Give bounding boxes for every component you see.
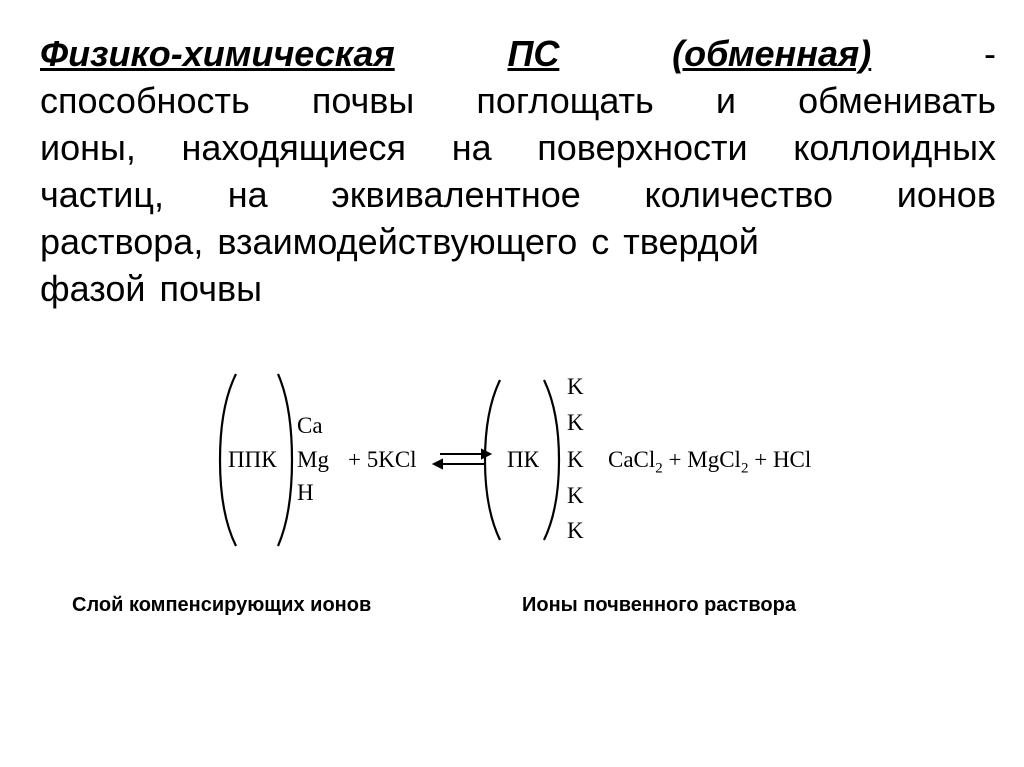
word: эквивалентное: [331, 174, 581, 215]
definition-line-2: [40, 124, 996, 171]
word: находящиеся: [181, 127, 407, 168]
heading-qualifier: (обменная): [672, 33, 872, 74]
heading-abbr: ПС: [507, 33, 560, 74]
definition-line-3: [40, 171, 996, 218]
word: почвы: [311, 80, 415, 121]
word: с: [591, 221, 610, 262]
word: раствора,: [40, 221, 204, 262]
equilibrium-arrows-icon: [434, 450, 490, 468]
plus-sign: +: [748, 447, 773, 472]
subscript: 2: [655, 460, 663, 477]
ion-k: K: [567, 483, 584, 508]
ion-ca: Ca: [297, 413, 323, 438]
word: твердой: [623, 221, 759, 262]
word: поглощать: [476, 80, 654, 121]
right-bracket-close: [544, 380, 559, 540]
heading-term: Физико-химическая: [40, 33, 395, 74]
word: поверхности: [537, 127, 748, 168]
word: ионы,: [40, 127, 136, 168]
word: и: [715, 80, 737, 121]
ion-k: K: [567, 374, 584, 399]
ion-exchange-equation: [210, 366, 870, 556]
definition-line-4: [40, 218, 996, 265]
definition-line-1: [40, 77, 996, 124]
subscript: 2: [740, 460, 749, 477]
word: обменивать: [798, 80, 996, 121]
heading-line: [40, 30, 996, 77]
product-mgcl2: MgCl: [687, 447, 741, 472]
word: частиц,: [40, 174, 164, 215]
reaction-products: [608, 447, 811, 482]
word: способность: [40, 80, 250, 121]
plus-sign: +: [662, 447, 688, 472]
reagent-kcl: + 5KCl: [348, 447, 417, 472]
ion-k: K: [567, 447, 584, 472]
word: почвы: [159, 268, 262, 309]
left-bracket-close: [278, 374, 292, 546]
ion-h: H: [297, 480, 314, 505]
right-bracket-open: [485, 380, 500, 540]
word: коллоидных: [793, 127, 996, 168]
ion-mg: Mg: [297, 447, 329, 472]
word: фазой: [40, 268, 146, 309]
definition-text: [40, 30, 996, 312]
product-cacl2: CaCl: [608, 447, 656, 472]
right-complex-label: ПК: [507, 447, 539, 472]
ion-k: K: [567, 518, 584, 543]
product-hcl: HCl: [772, 447, 812, 472]
definition-line-5: [40, 265, 996, 312]
word: ионов: [896, 174, 996, 215]
heading-dash: -: [984, 33, 996, 74]
caption-soil-solution-ions: Ионы почвенного раствора: [522, 594, 796, 616]
word: на: [451, 127, 492, 168]
caption-compensating-ions: Слой компенсирующих ионов: [72, 594, 372, 616]
left-complex-label: ППК: [228, 447, 277, 472]
word: количество: [644, 174, 834, 215]
ion-k: K: [567, 410, 584, 435]
word: на: [227, 174, 268, 215]
word: взаимодействующего: [217, 221, 578, 262]
